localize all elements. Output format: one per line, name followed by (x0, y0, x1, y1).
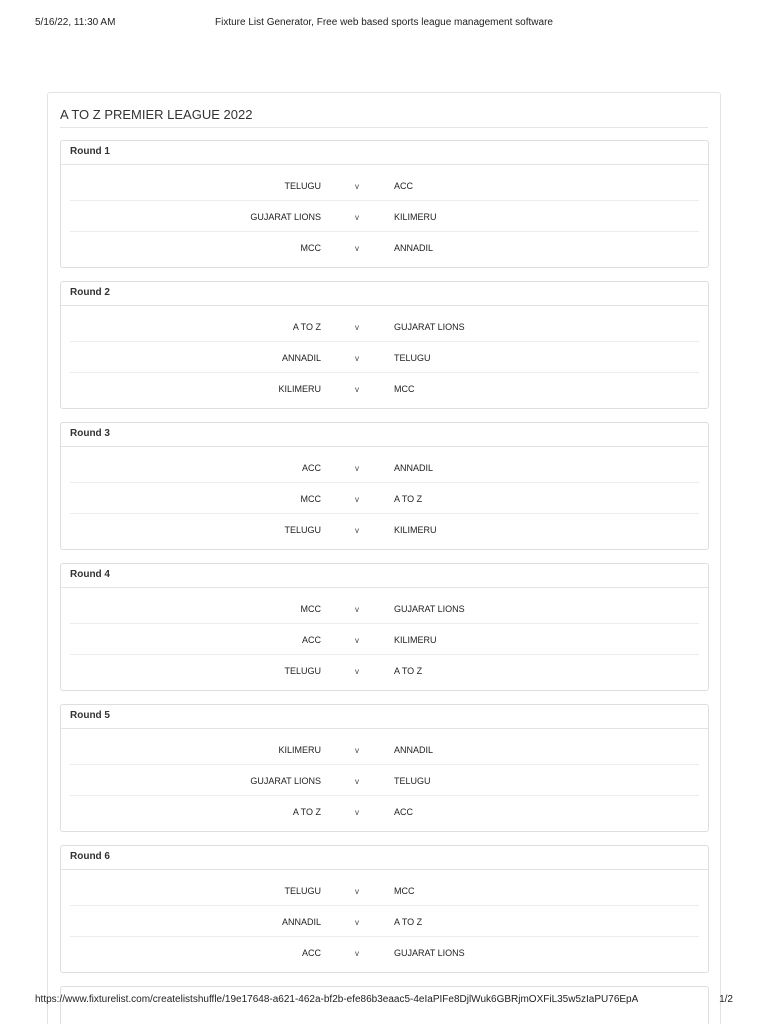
fixture-row (70, 452, 699, 482)
print-header (35, 17, 733, 31)
print-url: https://www.fixturelist.com/createlistshuffle/19e17648-a621-462a-bf2b-efe86b3eaac5-4eIaPIFe8DjlWuk6GBRjmOXFiL35w5zIaPU76EpA (35, 994, 639, 1005)
round-heading: Round 3 (61, 423, 708, 447)
round-panel (60, 845, 709, 973)
versus-label: v (355, 746, 359, 755)
away-team: KILIMERU (394, 212, 437, 222)
versus-label: v (355, 667, 359, 676)
versus-label: v (355, 949, 359, 958)
round-panel (60, 281, 709, 409)
home-team: TELUGU (284, 886, 321, 896)
round-panel (60, 563, 709, 691)
league-title: A TO Z PREMIER LEAGUE 2022 (60, 107, 708, 128)
versus-label: v (355, 244, 359, 253)
away-team: A TO Z (394, 494, 423, 504)
away-team: GUJARAT LIONS (394, 948, 465, 958)
versus-label: v (355, 213, 359, 222)
home-team: ANNADIL (281, 917, 321, 927)
round-panel (60, 422, 709, 550)
away-team: TELUGU (394, 776, 431, 786)
versus-label: v (355, 605, 359, 614)
home-team: GUJARAT LIONS (250, 212, 321, 222)
versus-label: v (355, 636, 359, 645)
home-team: ACC (301, 635, 321, 645)
fixture-list (70, 593, 699, 685)
away-team: ANNADIL (394, 243, 434, 253)
home-team: KILIMERU (278, 745, 321, 755)
page-number: 1/2 (719, 994, 733, 1005)
fixture-row (70, 936, 699, 967)
away-team: GUJARAT LIONS (394, 322, 465, 332)
fixture-list (70, 170, 699, 262)
fixture-row (70, 764, 699, 795)
home-team: TELUGU (284, 666, 321, 676)
fixture-row (70, 372, 699, 403)
round-heading: Round 6 (61, 846, 708, 870)
fixture-row (70, 200, 699, 231)
fixture-row (70, 593, 699, 623)
versus-label: v (355, 464, 359, 473)
round-panel (60, 704, 709, 832)
fixture-row (70, 170, 699, 200)
versus-label: v (355, 918, 359, 927)
fixture-list (70, 734, 699, 826)
fixture-row (70, 654, 699, 685)
fixture-list (70, 452, 699, 544)
home-team: A TO Z (292, 807, 321, 817)
fixture-row (70, 623, 699, 654)
away-team: ANNADIL (394, 463, 434, 473)
home-team: TELUGU (284, 525, 321, 535)
fixture-row (70, 231, 699, 262)
versus-label: v (355, 385, 359, 394)
home-team: GUJARAT LIONS (250, 776, 321, 786)
versus-label: v (355, 323, 359, 332)
fixture-row (70, 795, 699, 826)
versus-label: v (355, 887, 359, 896)
home-team: TELUGU (284, 181, 321, 191)
away-team: ANNADIL (394, 745, 434, 755)
versus-label: v (355, 526, 359, 535)
home-team: A TO Z (292, 322, 321, 332)
fixture-row (70, 513, 699, 544)
versus-label: v (355, 495, 359, 504)
print-footer (35, 994, 733, 1008)
fixture-row (70, 311, 699, 341)
away-team: KILIMERU (394, 635, 437, 645)
home-team: MCC (300, 494, 321, 504)
away-team: ACC (394, 181, 414, 191)
home-team: ACC (301, 463, 321, 473)
fixture-row (70, 905, 699, 936)
home-team: MCC (300, 243, 321, 253)
home-team: ACC (301, 948, 321, 958)
away-team: A TO Z (394, 917, 423, 927)
away-team: GUJARAT LIONS (394, 604, 465, 614)
fixture-row (70, 482, 699, 513)
round-heading: Round 1 (61, 141, 708, 165)
away-team: MCC (394, 886, 415, 896)
fixture-row (70, 734, 699, 764)
print-page-title: Fixture List Generator, Free web based sports league management software (215, 17, 553, 28)
fixture-list (70, 311, 699, 403)
fixture-row (70, 341, 699, 372)
fixture-list (70, 875, 699, 967)
versus-label: v (355, 354, 359, 363)
home-team: KILIMERU (278, 384, 321, 394)
print-date: 5/16/22, 11:30 AM (35, 17, 116, 28)
versus-label: v (355, 777, 359, 786)
away-team: A TO Z (394, 666, 423, 676)
away-team: KILIMERU (394, 525, 437, 535)
away-team: MCC (394, 384, 415, 394)
home-team: MCC (300, 604, 321, 614)
versus-label: v (355, 182, 359, 191)
round-panel (60, 140, 709, 268)
away-team: ACC (394, 807, 414, 817)
home-team: ANNADIL (281, 353, 321, 363)
away-team: TELUGU (394, 353, 431, 363)
round-heading: Round 2 (61, 282, 708, 306)
versus-label: v (355, 808, 359, 817)
round-heading: Round 5 (61, 705, 708, 729)
fixture-row (70, 875, 699, 905)
league-panel (47, 92, 721, 1024)
round-heading: Round 4 (61, 564, 708, 588)
